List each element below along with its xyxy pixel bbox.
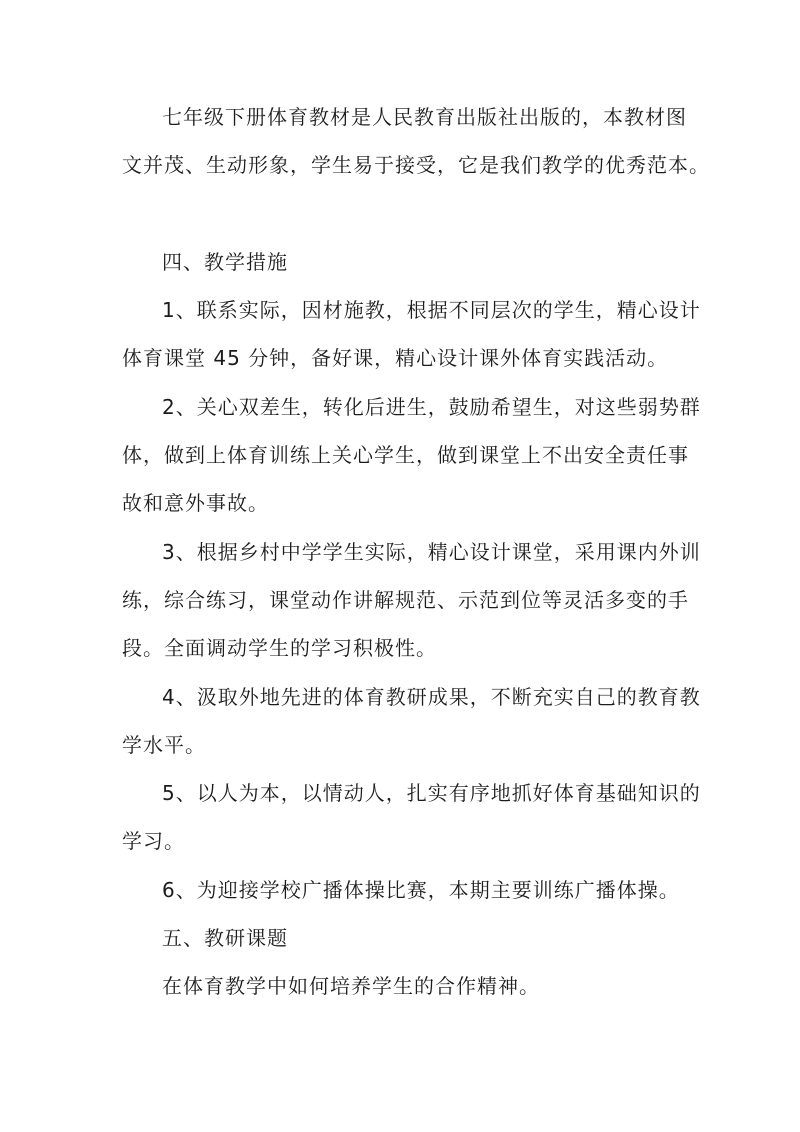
section-heading-teaching-measures: 四、教学措施 <box>162 250 288 274</box>
section-heading-research-topic: 五、教研课题 <box>162 926 288 950</box>
text-line: 4、汲取外地先进的体育教研成果，不断充实自己的教育教 <box>162 685 701 709</box>
text-line: 练，综合练习，课堂动作讲解规范、示范到位等灵活多变的手 <box>122 588 689 612</box>
paragraph-research-topic: 在体育教学中如何培养学生的合作精神。 <box>162 974 540 998</box>
text-line: 1、联系实际，因材施教，根据不同层次的学生，精心设计 <box>162 298 701 322</box>
text-line: 体育课堂 45 分钟，备好课，精心设计课外体育实践活动。 <box>122 346 669 370</box>
text-line: 学习。 <box>122 829 185 853</box>
text-line: 学水平。 <box>122 733 206 757</box>
text-line: 5、以人为本，以情动人，扎实有序地抓好体育基础知识的 <box>162 781 701 805</box>
text-line: 故和意外事故。 <box>122 491 269 515</box>
text-line: 段。全面调动学生的学习积极性。 <box>122 636 437 660</box>
text-line: 2、关心双差生，转化后进生，鼓励希望生，对这些弱势群 <box>162 395 701 419</box>
paragraph-measure-6: 6、为迎接学校广播体操比赛，本期主要训练广播体操。 <box>162 878 680 902</box>
text-line: 七年级下册体育教材是人民教育出版社出版的，本教材图 <box>162 105 687 129</box>
text-line: 3、根据乡村中学学生实际，精心设计课堂，采用课内外训 <box>162 540 701 564</box>
text-line: 体，做到上体育训练上关心学生，做到课堂上不出安全责任事 <box>122 443 689 467</box>
text-line: 文并茂、生动形象，学生易于接受，它是我们教学的优秀范本。 <box>122 153 710 177</box>
